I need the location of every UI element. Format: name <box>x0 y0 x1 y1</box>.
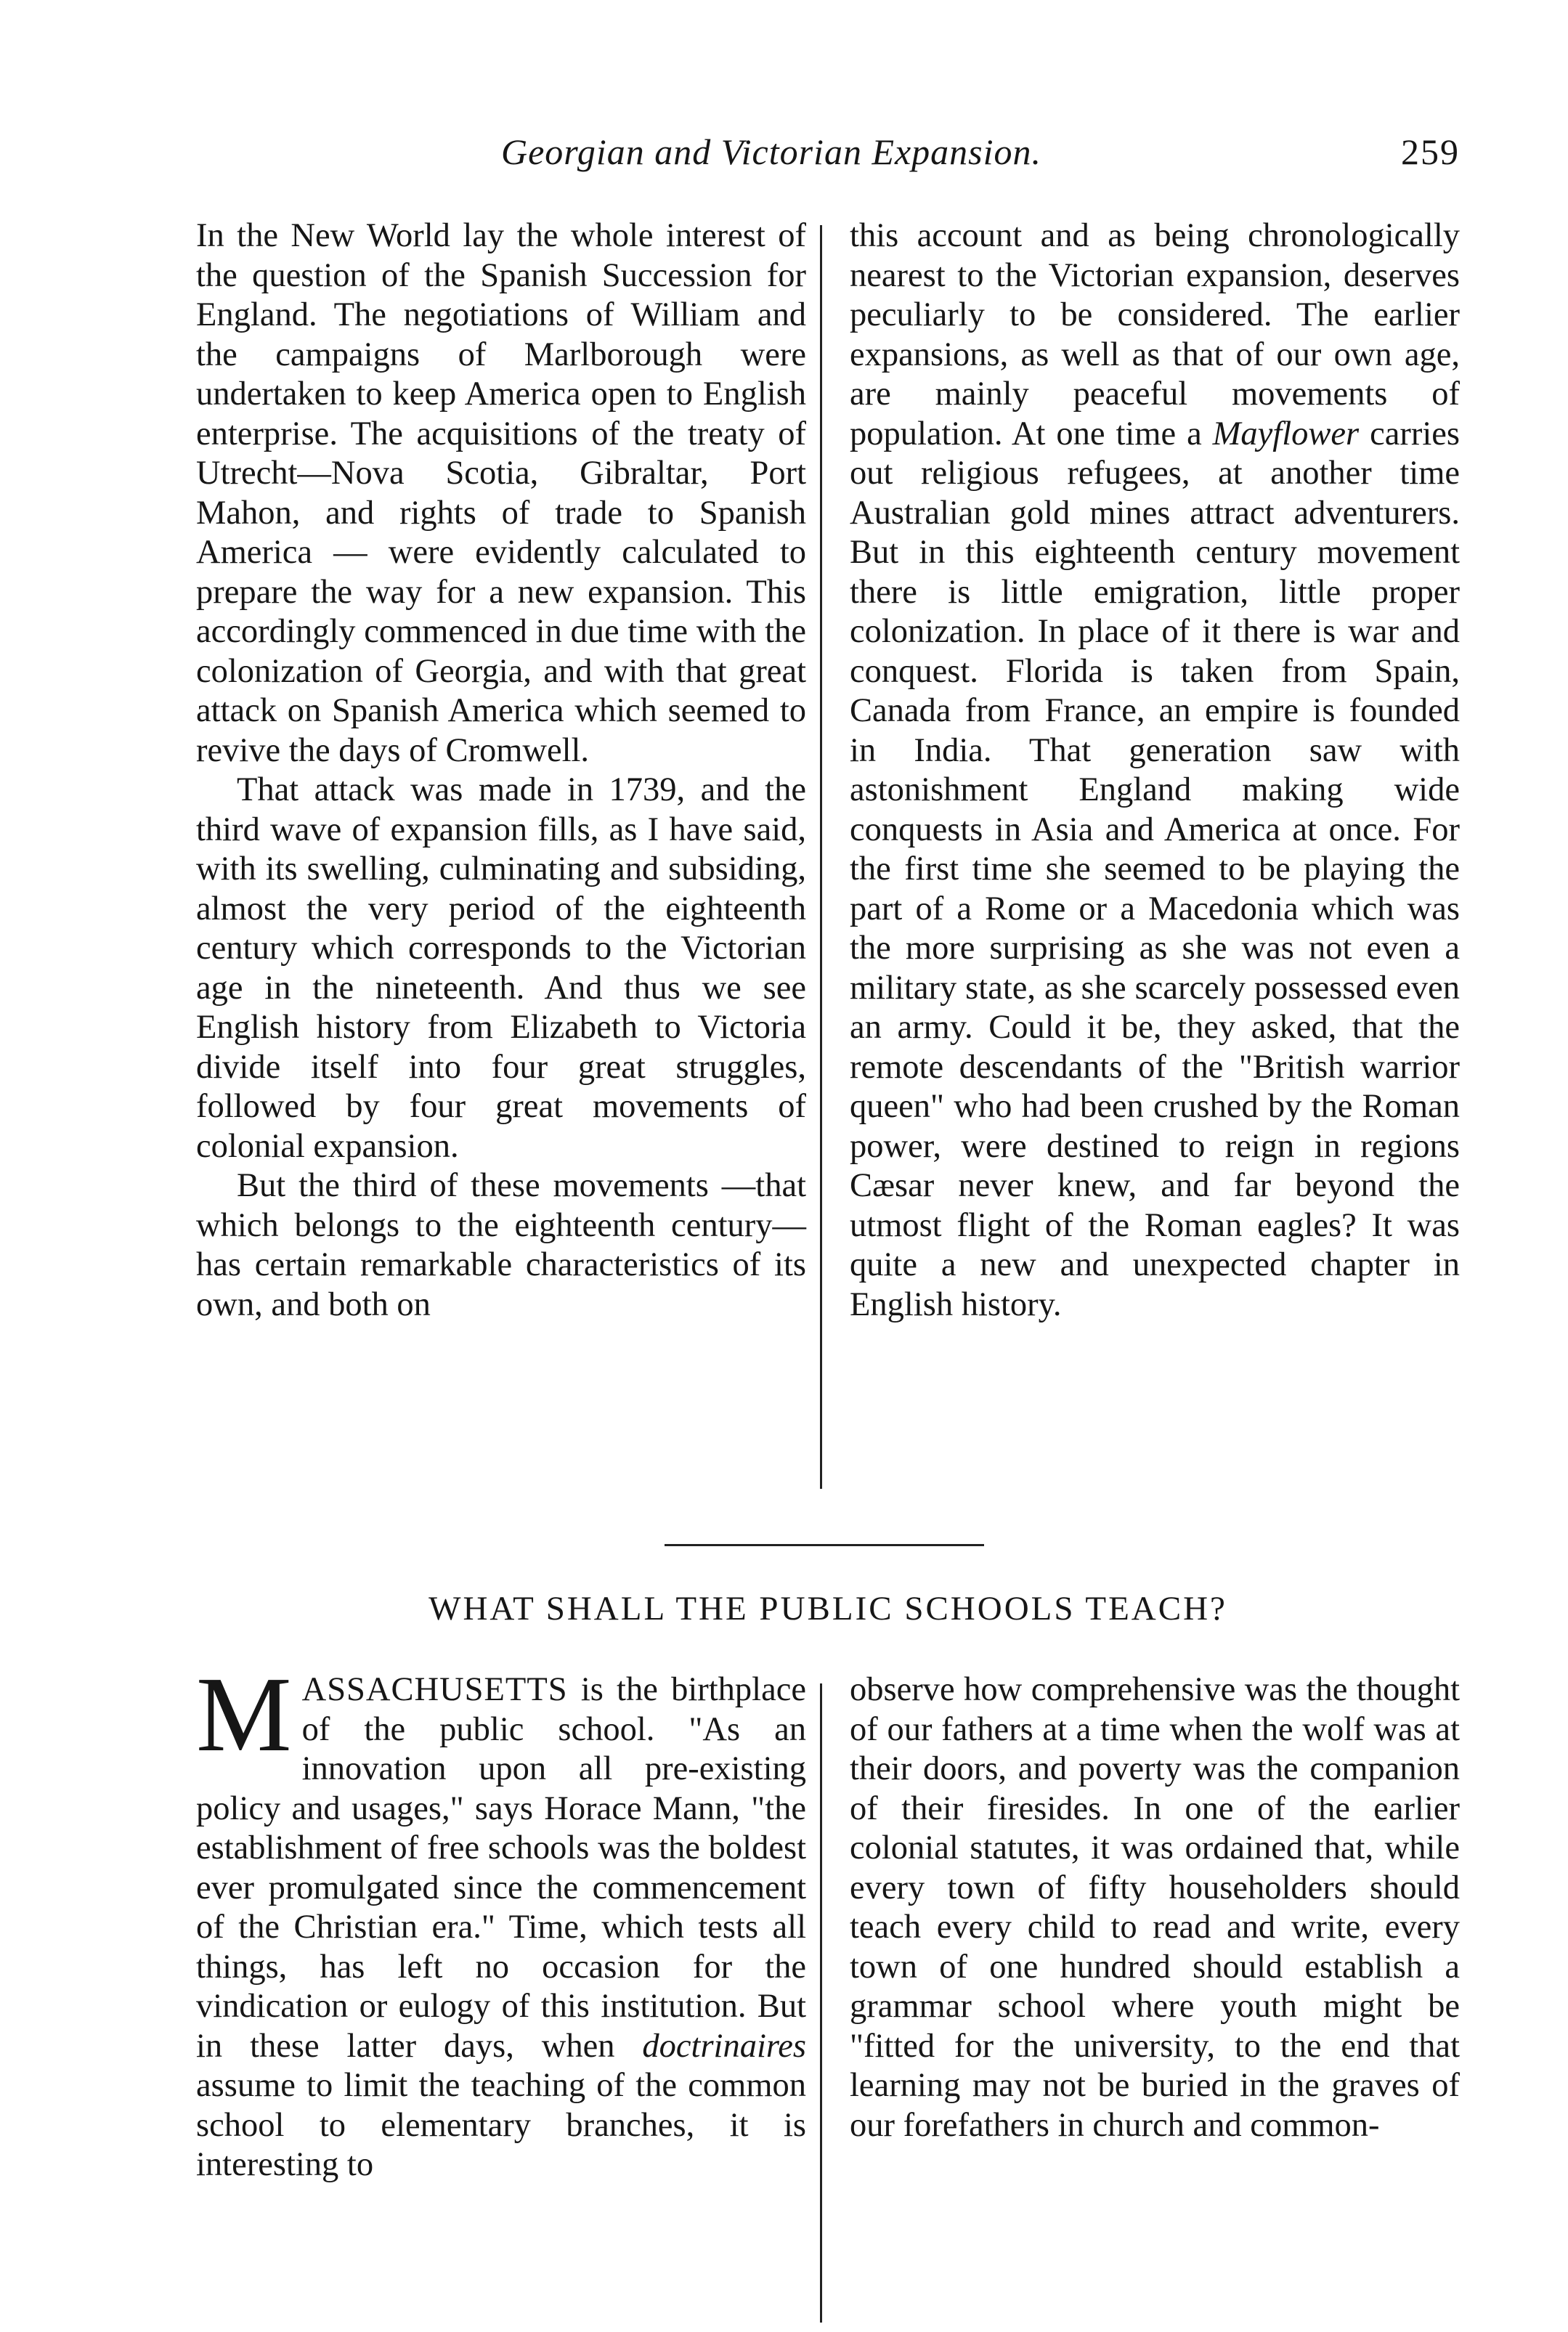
paragraph: That attack was made in 1739, and the third wave of expansion fills, as I have said, with its swelling, culminating and subsiding, almost the very period of the eighteenth century which corresponds to the Victorian age in the nineteenth. And thus we see English history from Elizabeth to Victoria divide itself into four great struggles, followed by four great movements of colonial expansion. <box>196 771 806 1165</box>
article2-right-column <box>850 1670 1460 2145</box>
running-head <box>501 131 1460 182</box>
paragraph-text: carries out religious refugees, at another time Australian gold mines attract adventurers. But in this eighteenth century movement there is little emigration, little proper colonization. In place of it there is war and conquest. Florida is taken from Spain, Canada from France, an empire is founded in India. That generation saw with astonishment England making wide conquests in Asia and America at once. For the first time she seemed to be playing the part of a Rome or a Macedonia which was the more surprising as she was not even a military state, as she scarcely possessed even an army. Could it be, they asked, that the remote descendants of the "British warrior queen" who had been crushed by the Roman power, were destined to reign in regions Cæsar never knew, and far beyond the utmost flight of the Roman eagles? It was quite a new and unexpected chapter in English history. <box>850 415 1460 1323</box>
article1-left-column <box>196 216 806 1325</box>
drop-cap: M <box>196 1655 292 1774</box>
running-title: Georgian and Victorian Expansion. <box>501 131 1042 172</box>
section-divider <box>665 1544 984 1546</box>
paragraph-text: is the birthplace of the public school. "As an innovation upon all pre-existing policy and usages," says Horace Mann, "the establishment of free schools was the boldest ever promulgated since the commencement of the Christian era." Time, which tests all things, has left no occasion for the vindication or eulogy of this institution. But in these latter days, when <box>196 1671 806 2065</box>
article-title: WHAT SHALL THE PUBLIC SCHOOLS TEACH? <box>428 1590 1227 1628</box>
italic-term: doctrinaires <box>642 2027 806 2065</box>
article1-right-column <box>850 216 1460 1325</box>
article2-left-column <box>196 1655 806 2185</box>
paragraph <box>196 1655 806 2185</box>
paragraph: observe how comprehensive was the thought of our fathers at a time when the wolf was at their doors, and poverty was the companion of their firesides. In one of the earlier colonial statutes, it was ordained that, while every town of fifty householders should teach every child to read and write, every town of one hundred should establish a grammar school where youth might be "fitted for the university, to the end that learning may not be buried in the graves of our forefathers in church and common- <box>850 1671 1460 2144</box>
paragraph <box>850 216 1460 1325</box>
page-number: 259 <box>1401 131 1460 172</box>
column-divider <box>820 1683 822 2323</box>
paragraph-text: assume to limit the teaching of the common school to elementary branches, it is interesting to <box>196 2067 806 2183</box>
paragraph: In the New World lay the whole interest of the question of the Spanish Succession for England. The negotiations of William and the campaigns of Marlborough were undertaken to keep America open to English enterprise. The acquisitions of the treaty of Utrecht—Nova Scotia, Gibraltar, Port Mahon, and rights of trade to Spanish America — were evidently calculated to prepare the way for a new expansion. This accordingly commenced in due time with the colonization of Georgia, and with that great attack on Spanish America which seemed to revive the days of Cromwell. <box>196 217 806 769</box>
italic-ship-name: Mayflower <box>1212 415 1360 452</box>
opening-caps: ASSACHUSETTS <box>301 1671 568 1708</box>
paragraph: But the third of these movements —that which belongs to the eighteenth century—has certain remarkable characteristics of its own, and both on <box>196 1167 806 1323</box>
column-divider <box>820 225 822 1489</box>
paragraph-text: this account and as being chronologically nearest to the Victorian expansion, deserves peculiarly to be considered. The earlier expansions, as well as that of our own age, are mainly peaceful movements of population. At one time a <box>850 217 1460 452</box>
